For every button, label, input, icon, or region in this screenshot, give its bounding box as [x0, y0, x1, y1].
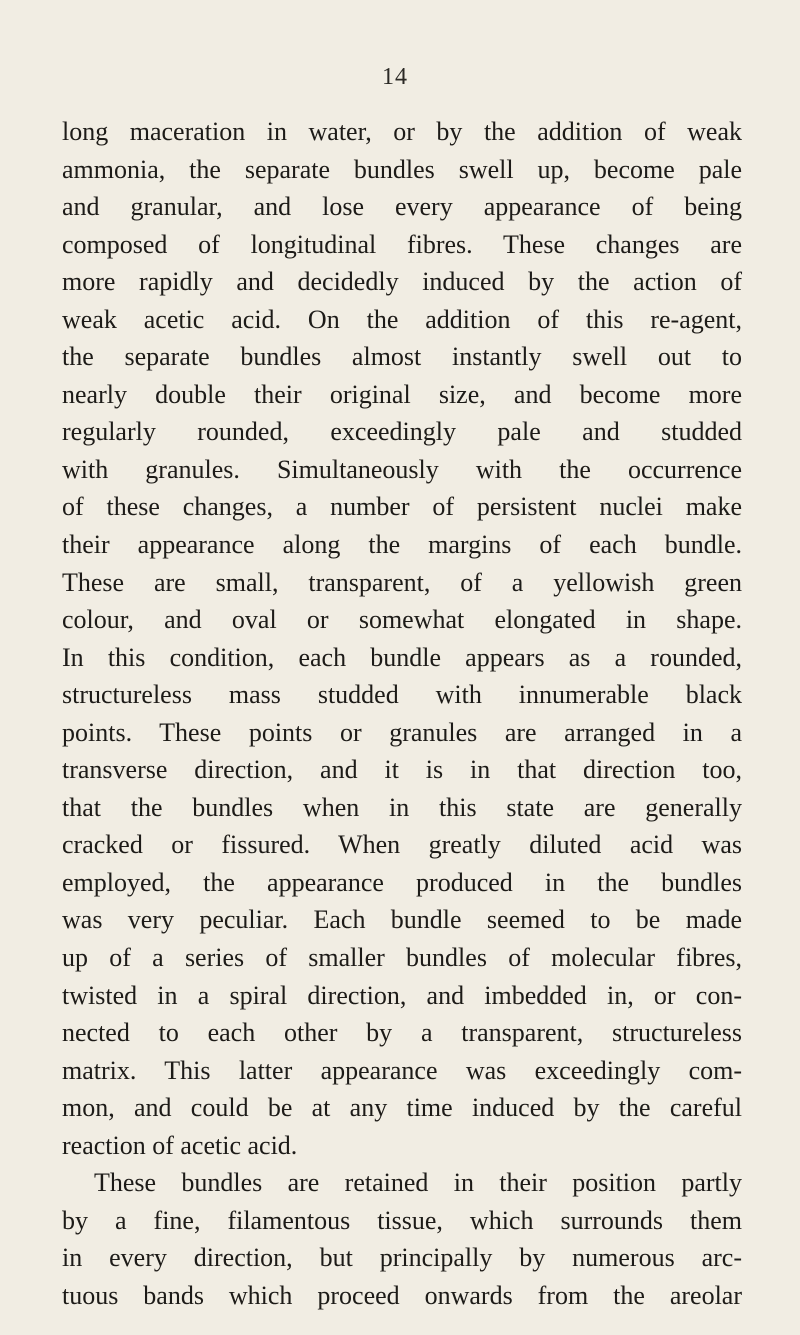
text-line: tuous bands which proceed onwards from the areolar [62, 1280, 742, 1310]
text-line-paragraph-start: These bundles are retained in their position partly [94, 1168, 742, 1198]
text-line: mon, and could be at any time induced by the careful [62, 1093, 742, 1123]
text-line: nearly double their original size, and become more [62, 379, 742, 409]
text-line: was very peculiar. Each bundle seemed to be made [62, 905, 742, 935]
text-line: These are small, transparent, of a yellowish green [62, 567, 742, 597]
text-line: employed, the appearance produced in the bundles [62, 867, 742, 897]
text-line: In this condition, each bundle appears as a rounded, [62, 642, 742, 672]
text-line: the separate bundles almost instantly swell out to [62, 342, 742, 372]
text-line: structureless mass studded with innumerable black [62, 680, 742, 710]
text-line-paragraph-end: reaction of acetic acid. [62, 1130, 298, 1160]
text-line: colour, and oval or somewhat elongated in shape. [62, 605, 742, 635]
text-line: their appearance along the margins of each bundle. [62, 530, 742, 560]
text-line: in every direction, but principally by numerous arc- [62, 1243, 742, 1273]
text-line: cracked or fissured. When greatly diluted acid was [62, 830, 742, 860]
text-line: by a fine, filamentous tissue, which surrounds them [62, 1205, 742, 1235]
text-line: ammonia, the separate bundles swell up, become pale [62, 154, 742, 184]
text-line: long maceration in water, or by the addition of weak [62, 117, 742, 146]
body-text [62, 113, 742, 1315]
text-line: more rapidly and decidedly induced by the action of [62, 267, 742, 297]
text-line: transverse direction, and it is in that direction too, [62, 755, 742, 785]
text-line: matrix. This latter appearance was exceedingly com- [62, 1055, 742, 1085]
text-line: regularly rounded, exceedingly pale and studded [62, 417, 742, 447]
text-line: that the bundles when in this state are generally [62, 792, 742, 822]
text-line: up of a series of smaller bundles of molecular fibres, [62, 943, 742, 973]
text-line: with granules. Simultaneously with the occurrence [62, 454, 742, 484]
text-line: weak acetic acid. On the addition of this re-agent, [62, 304, 742, 334]
text-line: nected to each other by a transparent, structureless [62, 1018, 742, 1048]
text-line: points. These points or granules are arranged in a [62, 717, 742, 747]
text-line: and granular, and lose every appearance of being [62, 192, 742, 222]
page-number: 14 [382, 64, 408, 90]
text-line: composed of longitudinal fibres. These changes are [62, 229, 742, 259]
text-line: of these changes, a number of persistent nuclei make [62, 492, 742, 522]
text-line: twisted in a spiral direction, and imbedded in, or con- [62, 980, 742, 1010]
